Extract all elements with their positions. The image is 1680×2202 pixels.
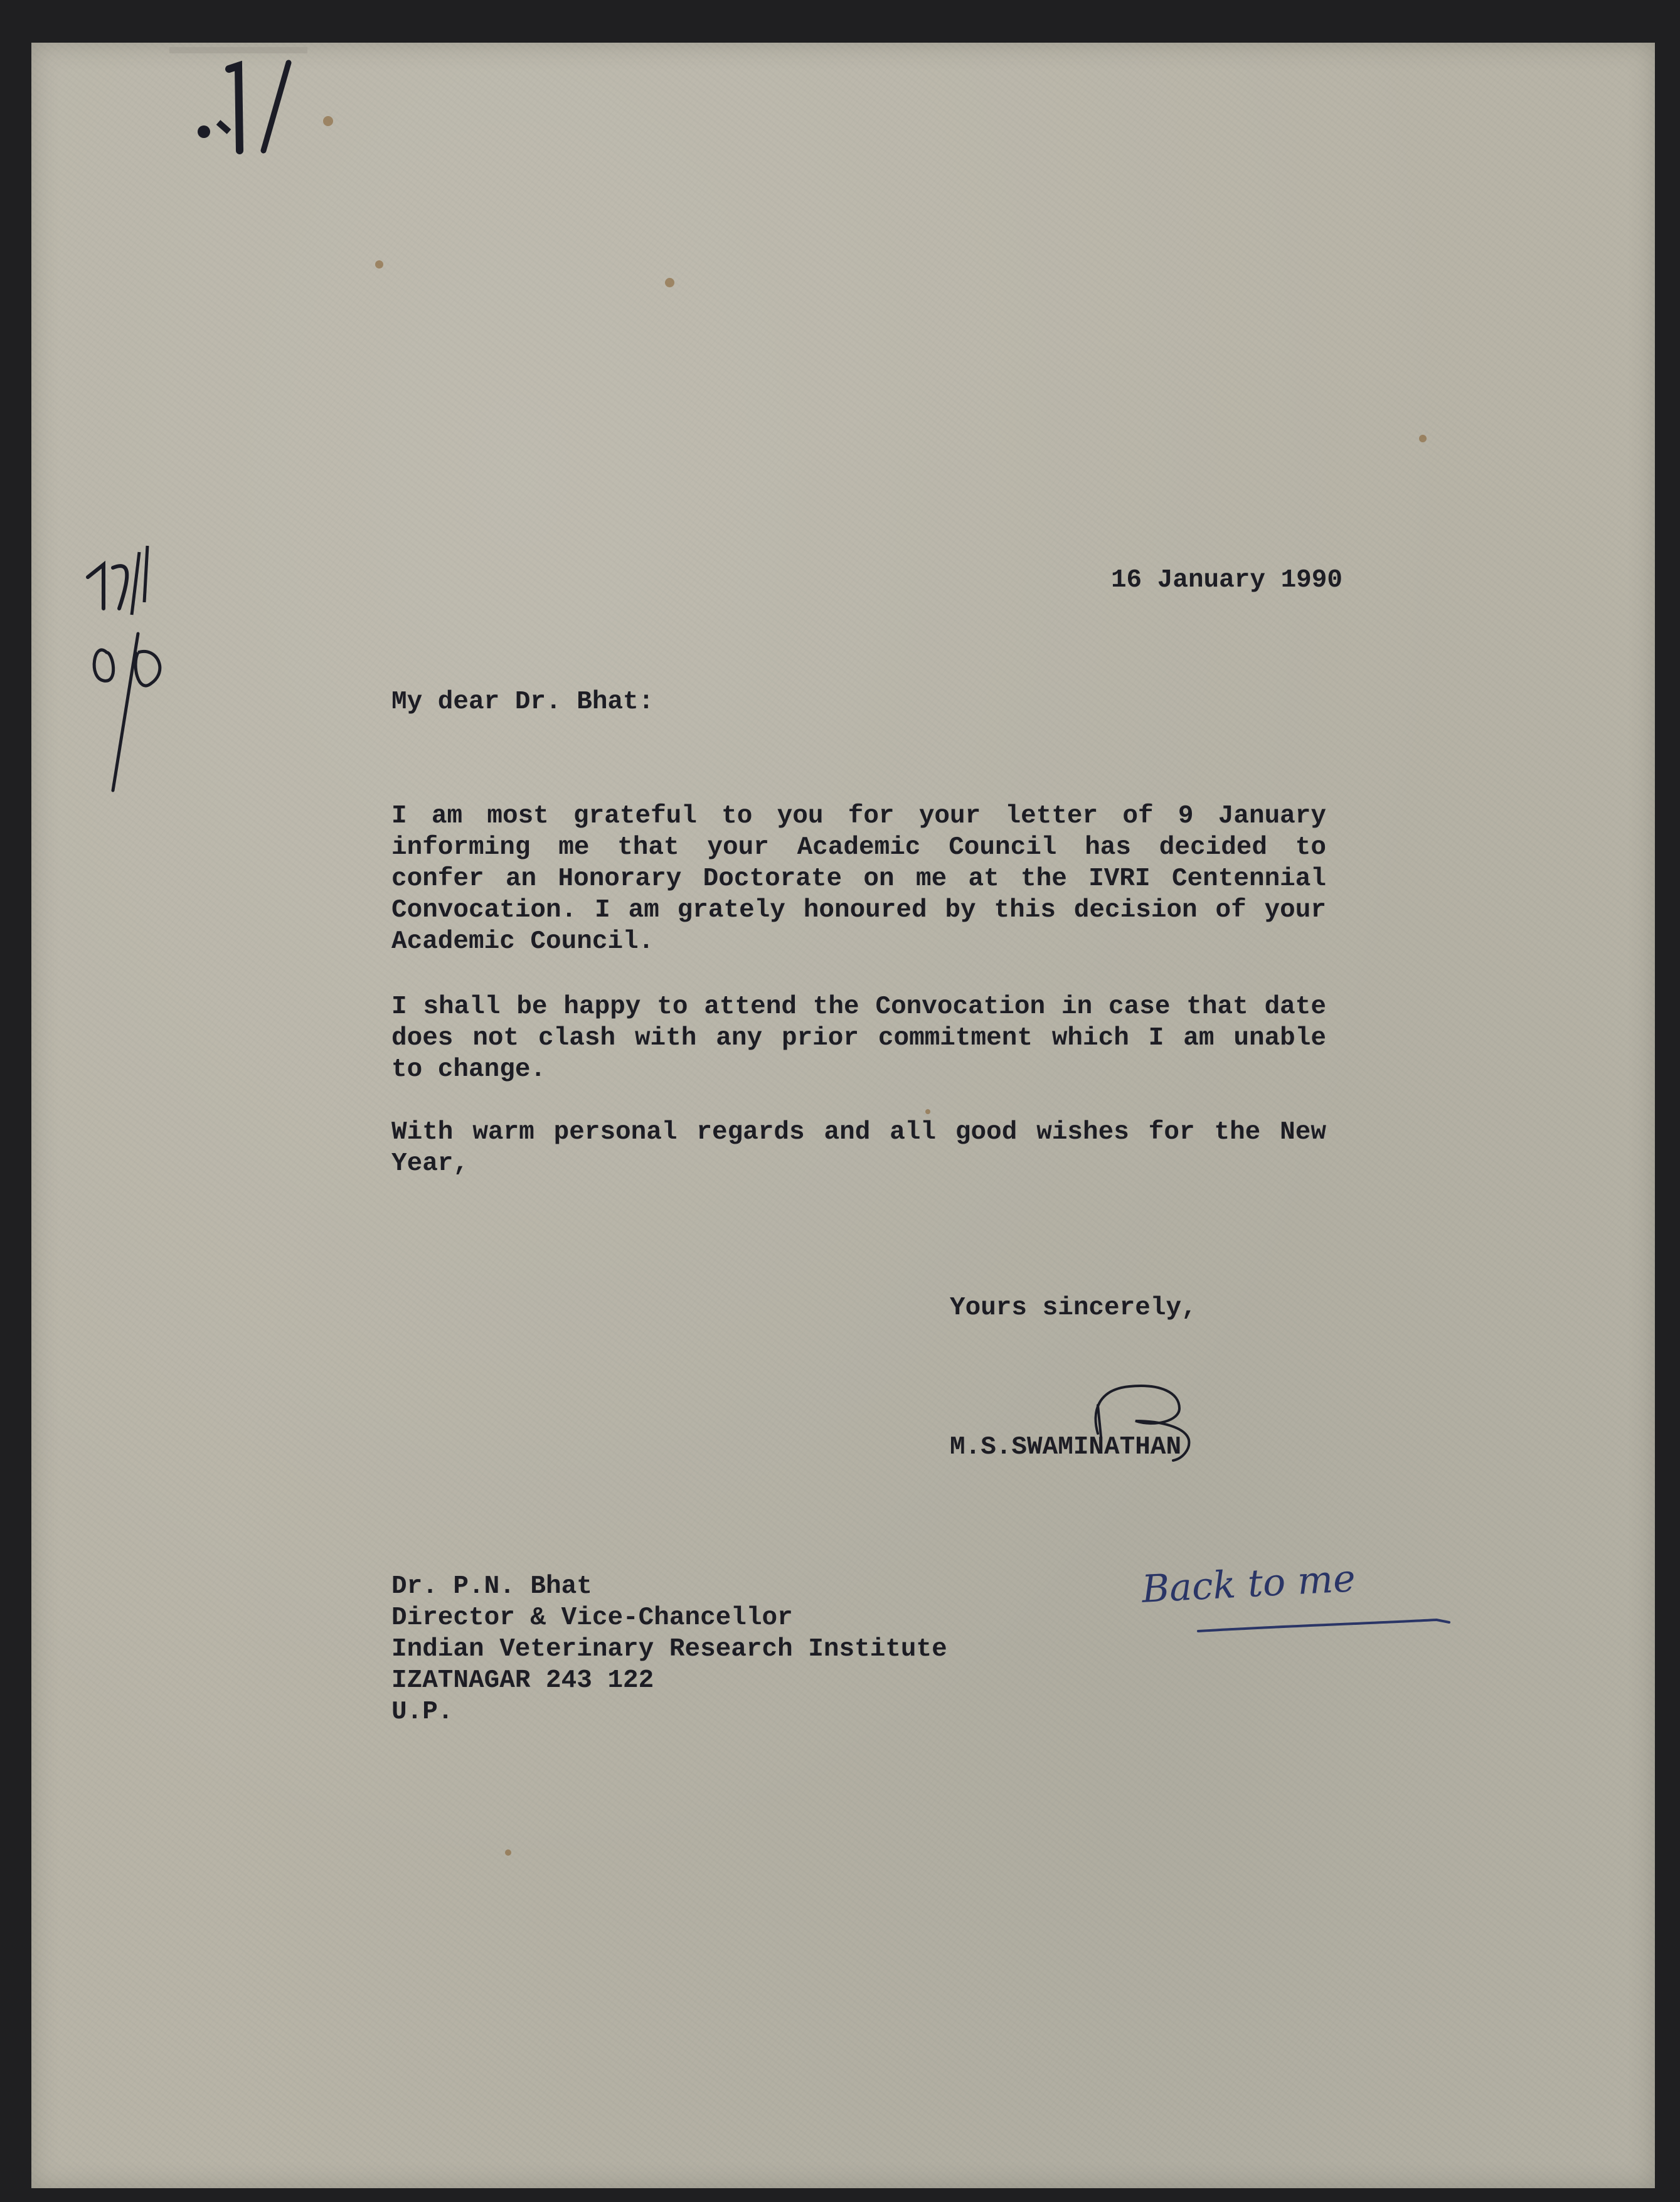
foxing-spot	[1419, 435, 1427, 442]
recipient-institution: Indian Veterinary Research Institute	[391, 1635, 947, 1664]
foxing-spot	[375, 260, 383, 269]
foxing-spot	[925, 1109, 930, 1114]
recipient-city: IZATNAGAR 243 122	[391, 1666, 654, 1695]
recipient-address	[391, 1571, 947, 1728]
paragraph-2: I shall be happy to attend the Convocation in case that date does not clash with any prior commitment which I am unable to change.	[391, 992, 1326, 1084]
paragraph-3: With warm personal regards and all good wishes for the New Year,	[391, 1118, 1326, 1178]
paragraph-1: I am most grateful to you for your letter of 9 January informing me that your Academic Council has decided to confer an Honorary Doctorate on me at the IVRI Centennial Convocation. I am grately honoured by this decision of your Academic Council.	[391, 802, 1326, 956]
recipient-state: U.P.	[391, 1698, 454, 1726]
signer-name: M.S.SWAMINATHAN	[950, 1433, 1182, 1462]
recipient-title: Director & Vice-Chancellor	[391, 1604, 793, 1632]
foxing-spot	[505, 1849, 511, 1856]
handwritten-back-to-me: Back to me	[1140, 1556, 1357, 1612]
margin-handwritten-note	[69, 527, 182, 816]
foxing-spot	[323, 116, 333, 126]
salutation: My dear Dr. Bhat:	[391, 688, 654, 716]
handwritten-underline	[1192, 1612, 1455, 1637]
letter-sheet	[31, 43, 1655, 2188]
letter-date: 16 January 1990	[1110, 566, 1342, 595]
closing: Yours sincerely,	[950, 1294, 1197, 1322]
top-handwritten-mark	[157, 38, 320, 163]
recipient-name: Dr. P.N. Bhat	[391, 1572, 592, 1601]
foxing-spot	[665, 278, 674, 287]
